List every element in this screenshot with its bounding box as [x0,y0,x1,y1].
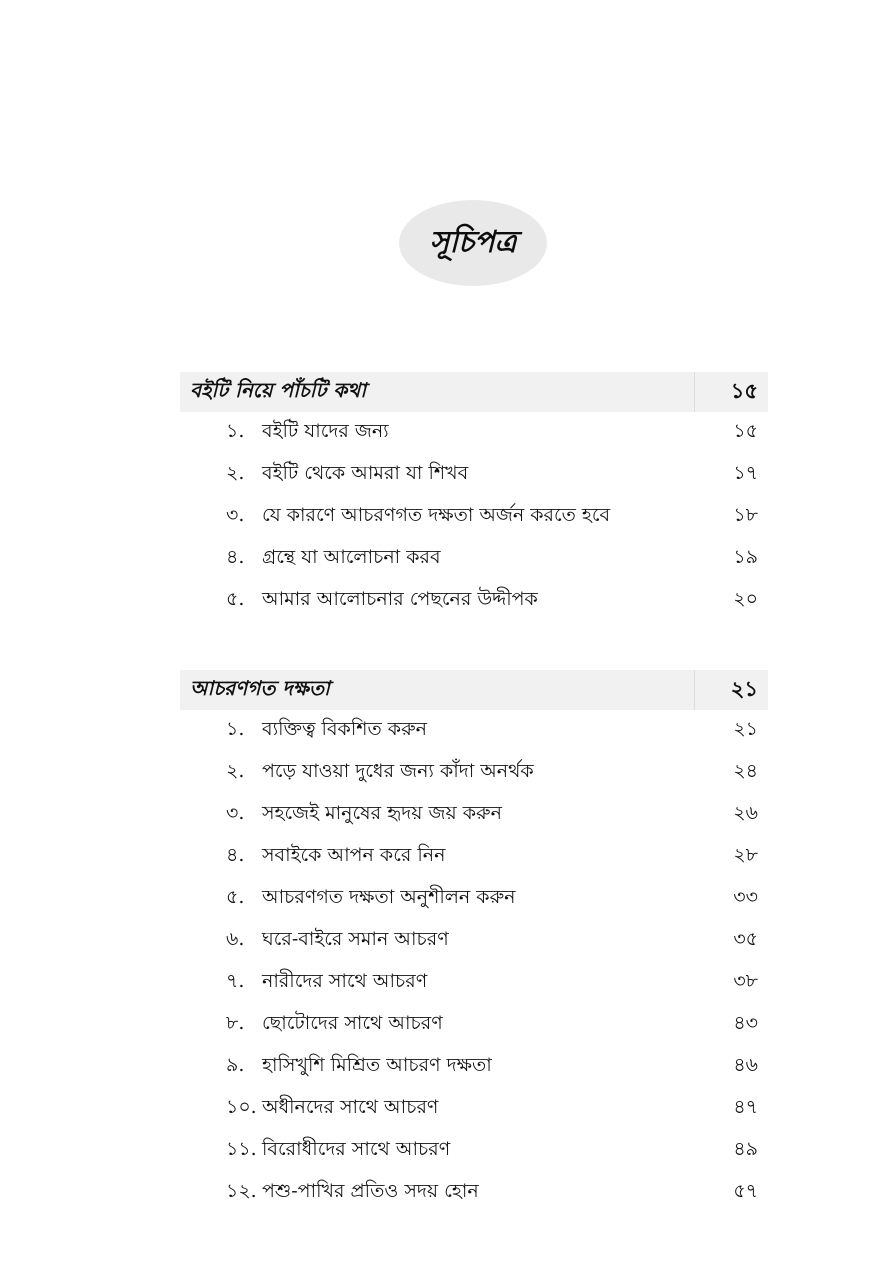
entry-title: বিরোধীদের সাথে আচরণ [262,1138,451,1160]
entry-number: ৯. [226,1054,245,1076]
entry-page: ১৮ [733,504,758,526]
entry-number: ৩. [226,504,245,526]
entry-page: ২৬ [733,802,758,824]
entry-number: ৬. [226,928,245,950]
entry-number: ২. [226,760,245,782]
entry-title: যে কারণে আচরণগত দক্ষতা অর্জন করতে হবে [262,504,611,526]
entry-title: অধীনদের সাথে আচরণ [262,1096,439,1118]
section-header [180,670,768,710]
entry-page: ৫৭ [733,1180,758,1202]
entry-title: ছোটোদের সাথে আচরণ [262,1012,443,1034]
toc-entry [180,1004,768,1046]
entry-number: ৩. [226,802,245,824]
entry-title: পশু-পাখির প্রতিও সদয় হোন [262,1180,479,1202]
section-header [180,372,768,412]
section-page: ২১ [694,670,768,710]
toc-entry [180,920,768,962]
entry-page: ১৫ [733,420,758,442]
toc-entry [180,794,768,836]
entry-title: সহজেই মানুষের হৃদয় জয় করুন [262,802,502,824]
toc-entry [180,454,768,496]
toc-entry [180,878,768,920]
entry-number: ১২. [226,1180,257,1202]
entry-title: ঘরে-বাইরে সমান আচরণ [262,928,449,950]
entry-title: আমার আলোচনার পেছনের উদ্দীপক [262,588,538,610]
entry-title: সবাইকে আপন করে নিন [262,844,446,866]
entry-page: ২৪ [733,760,758,782]
entry-page: ৩৫ [733,928,758,950]
entry-number: ১. [226,420,245,442]
entry-page: ২৮ [733,844,758,866]
entry-title: গ্রন্থে যা আলোচনা করব [262,546,441,568]
entry-page: ২১ [733,718,758,740]
entry-number: ৫. [226,588,245,610]
toc-section-2 [180,670,768,1214]
toc-section-1 [180,372,768,622]
entry-page: ৩৮ [733,970,758,992]
entry-page: ৩৩ [733,886,758,908]
entry-number: ১. [226,718,245,740]
entry-number: ৪. [226,844,245,866]
entry-number: ৮. [226,1012,245,1034]
entry-title: ব্যক্তিত্ব বিকশিত করুন [262,718,428,740]
entry-number: ৭. [226,970,245,992]
toc-entry [180,412,768,454]
toc-entry [180,1046,768,1088]
section-title: আচরণগত দক্ষতা [190,675,330,700]
toc-entry [180,580,768,622]
section-page: ১৫ [694,372,768,412]
title-oval [399,200,547,286]
entry-page: ১৭ [733,462,758,484]
entry-number: ৫. [226,886,245,908]
entry-number: ১০. [226,1096,257,1118]
toc-entry [180,1130,768,1172]
entry-number: ২. [226,462,245,484]
entry-title: বইটি যাদের জন্য [262,420,389,442]
entry-page: ৪৭ [733,1096,758,1118]
toc-entry [180,538,768,580]
entry-page: ৪৬ [733,1054,758,1076]
entry-title: পড়ে যাওয়া দুধের জন্য কাঁদা অনর্থক [262,760,534,782]
entry-title: নারীদের সাথে আচরণ [262,970,428,992]
entry-title: বইটি থেকে আমরা যা শিখব [262,462,469,484]
toc-entry [180,1172,768,1214]
entry-title: আচরণগত দক্ষতা অনুশীলন করুন [262,886,516,908]
toc-entry [180,836,768,878]
entry-title: হাসিখুশি মিশ্রিত আচরণ দক্ষতা [262,1054,492,1076]
toc-entry [180,962,768,1004]
page-title: সূচিপত্র [429,224,517,260]
entry-page: ৪৯ [733,1138,758,1160]
toc-entry [180,1088,768,1130]
entry-number: ৪. [226,546,245,568]
toc-entry [180,710,768,752]
section-title: বইটি নিয়ে পাঁচটি কথা [190,377,367,402]
toc-entry [180,496,768,538]
toc-entry [180,752,768,794]
entry-page: ৪৩ [733,1012,758,1034]
entry-page: ২০ [733,588,758,610]
entry-number: ১১. [226,1138,257,1160]
entry-page: ১৯ [733,546,758,568]
